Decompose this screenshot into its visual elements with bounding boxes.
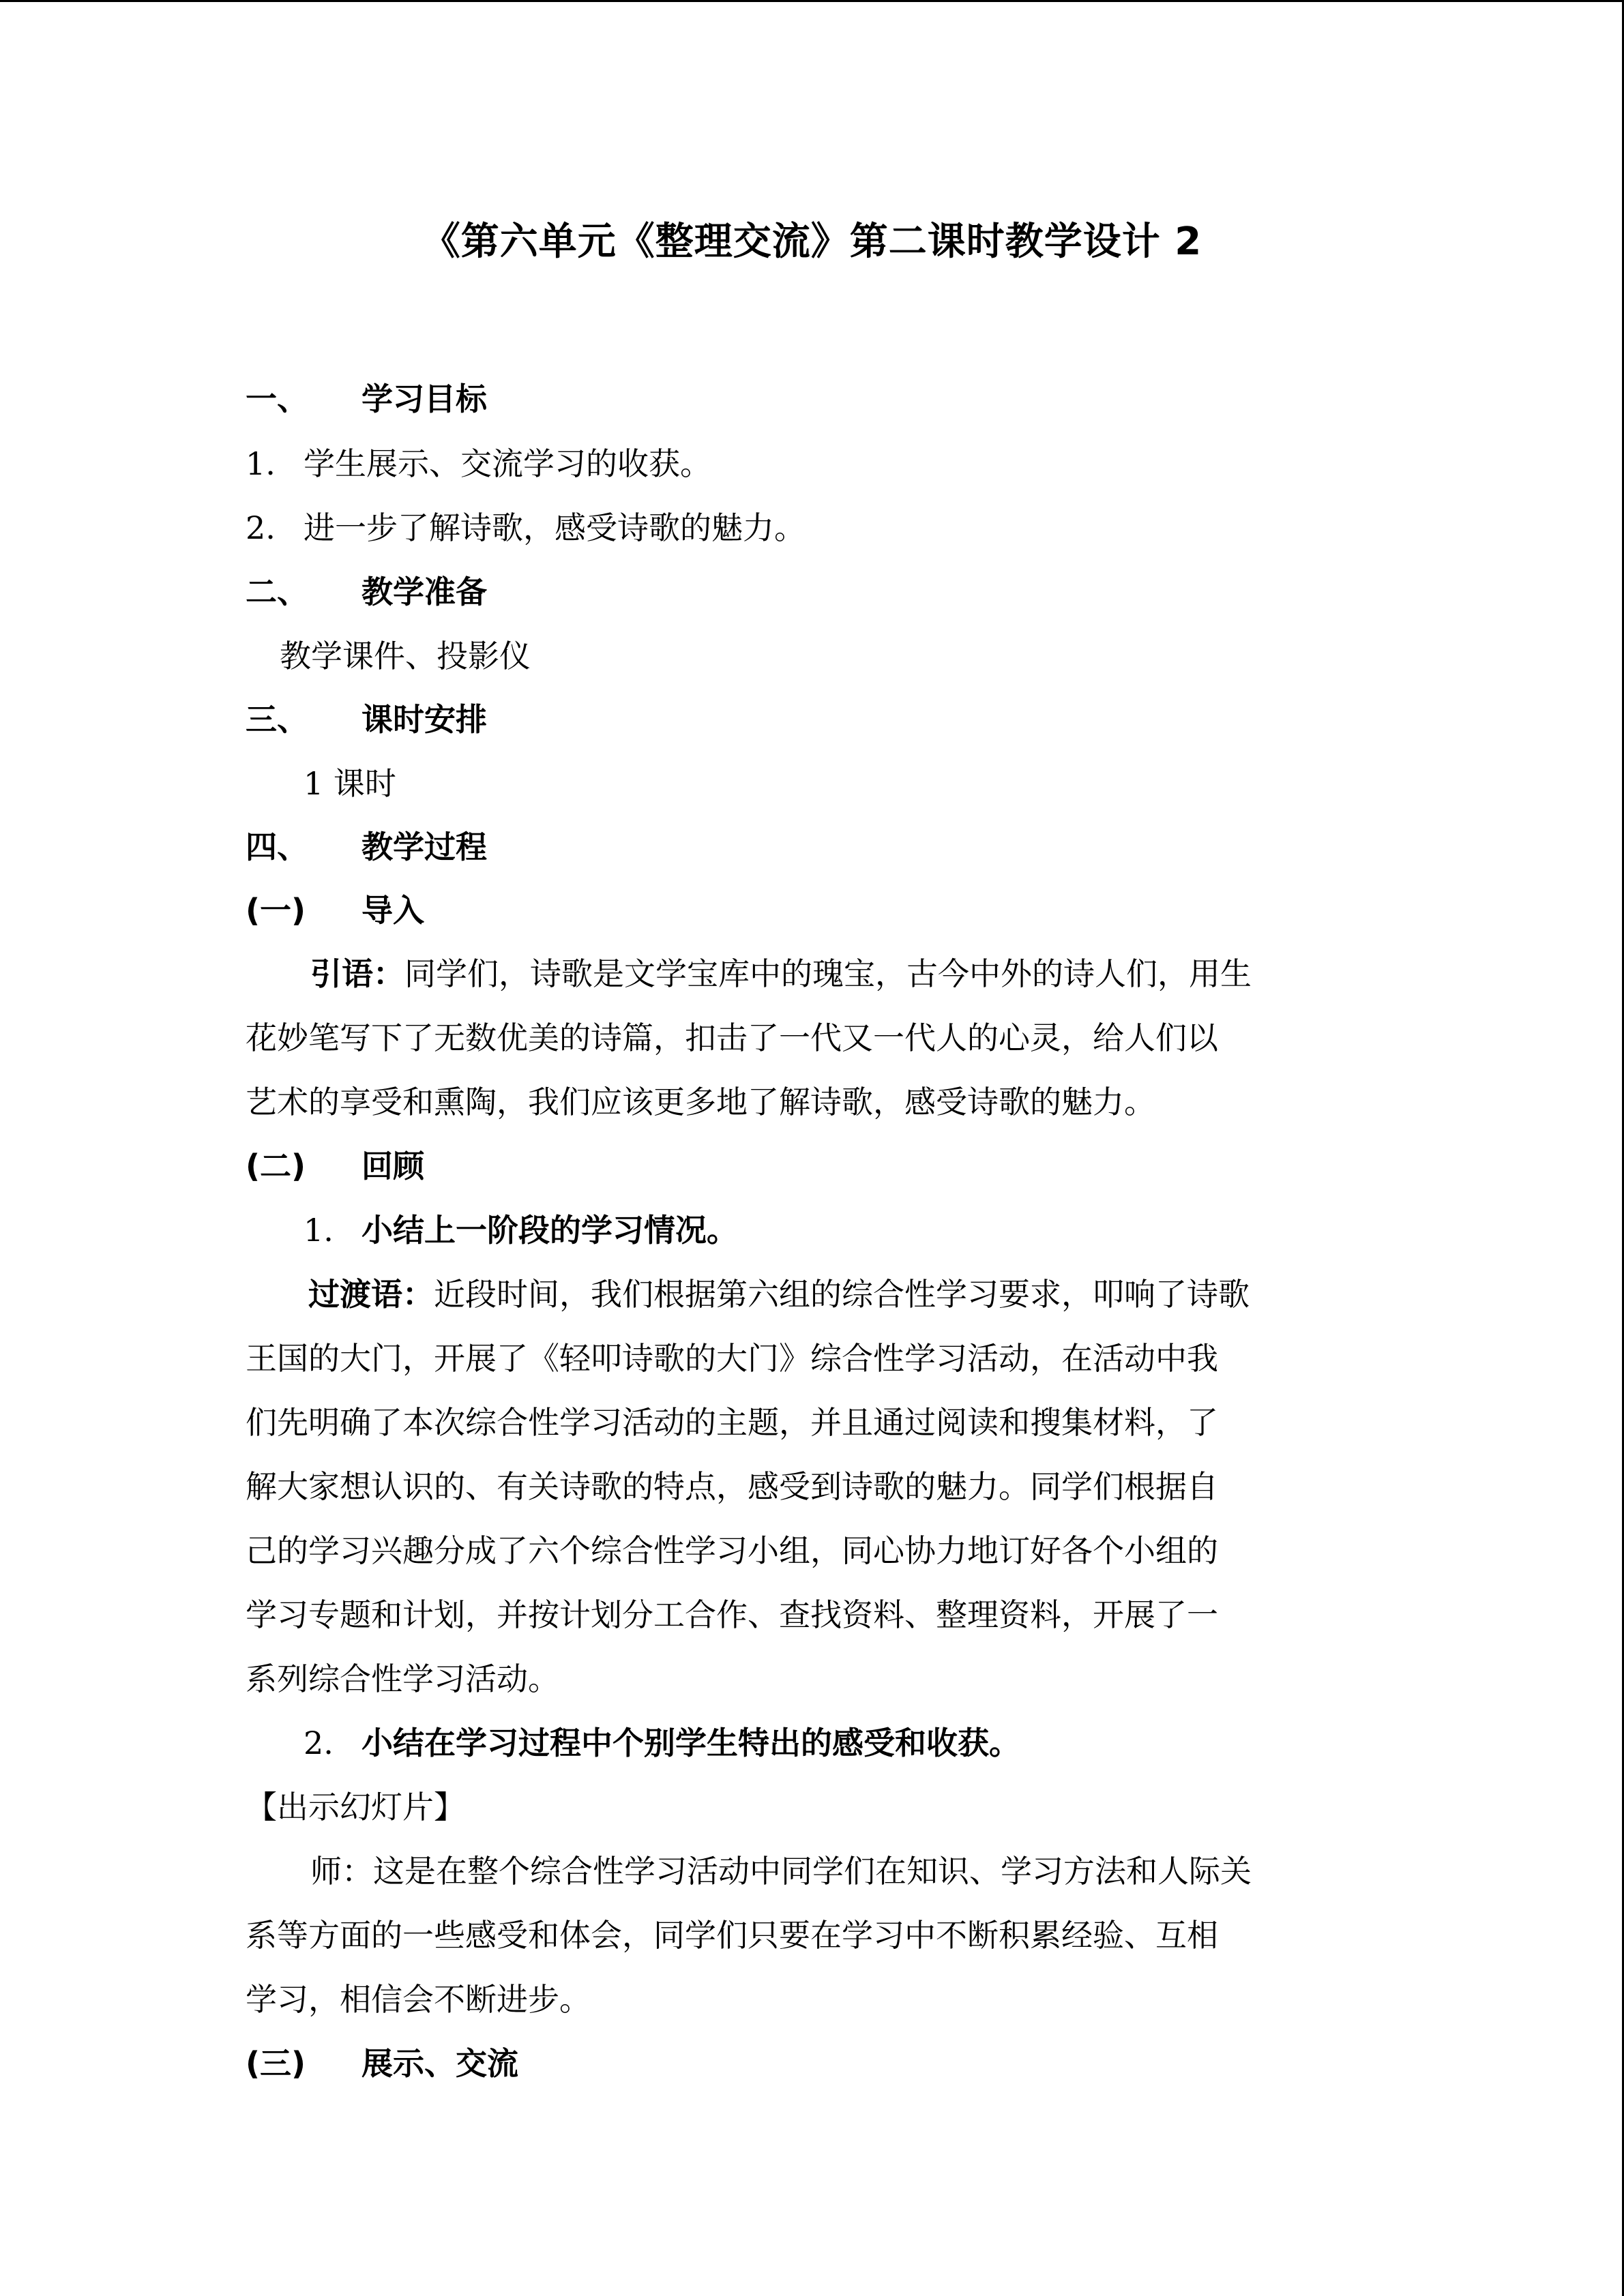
slide-note: 【出示幻灯片】: [246, 1789, 465, 1825]
subsection-title: 回顾: [361, 1148, 424, 1184]
subsection-3-heading: [246, 2043, 518, 2084]
teacher-line: 系等方面的一些感受和体会，同学们只要在学习中不断积累经验、互相: [246, 1917, 1218, 1954]
subsection-number: (二): [246, 1148, 306, 1184]
transition-text: 近段时间，我们根据第六组的综合性学习要求，叩响了诗歌: [434, 1276, 1250, 1313]
section-number: 三、: [246, 701, 308, 738]
subsection-number: (一): [246, 892, 306, 929]
section-3-text: 1 课时: [304, 765, 396, 802]
item-text: 小结上一阶段的学习情况。: [361, 1212, 738, 1249]
section-2-text: 教学课件、投影仪: [280, 638, 531, 674]
item-text: 学生展示、交流学习的收获。: [304, 445, 711, 482]
subsection-2-heading: [246, 1146, 424, 1187]
section-title: 教学过程: [361, 829, 487, 865]
section-1-heading: [246, 378, 487, 419]
section-number: 四、: [246, 829, 308, 865]
subsection-title: 导入: [361, 892, 424, 929]
list-item: [246, 443, 711, 484]
transition-line: 学习专题和计划，并按计划分工合作、查找资料、整理资料，开展了一: [246, 1596, 1218, 1633]
section-2-heading: [246, 571, 487, 612]
section-title: 学习目标: [361, 381, 487, 417]
subsection-title: 展示、交流: [361, 2045, 518, 2082]
section-title: 课时安排: [361, 701, 487, 738]
section-4-heading: [246, 826, 487, 867]
intro-line: 艺术的享受和熏陶，我们应该更多地了解诗歌，感受诗歌的魅力。: [246, 1084, 1155, 1120]
transition-line: 王国的大门，开展了《轻叩诗歌的大门》综合性学习活动，在活动中我: [246, 1340, 1218, 1377]
section-title: 教学准备: [361, 573, 487, 610]
section-3-heading: [246, 699, 487, 740]
item-text: 进一步了解诗歌，感受诗歌的魅力。: [304, 509, 806, 546]
teacher-line: 师：这是在整个综合性学习活动中同学们在知识、学习方法和人际关: [310, 1853, 1252, 1890]
transition-line: [308, 1274, 1250, 1315]
review-item: [304, 1723, 1020, 1763]
item-number: 2.: [246, 509, 276, 546]
transition-line: 系列综合性学习活动。: [246, 1660, 559, 1697]
transition-label: 过渡语：: [308, 1276, 434, 1313]
teacher-line: 学习，相信会不断进步。: [246, 1981, 591, 2018]
transition-line: 们先明确了本次综合性学习活动的主题，并且通过阅读和搜集材料，了: [246, 1404, 1218, 1441]
intro-line: 花妙笔写下了无数优美的诗篇，扣击了一代又一代人的心灵，给人们以: [246, 1019, 1218, 1056]
item-number: 1.: [246, 445, 276, 482]
transition-line: 解大家想认识的、有关诗歌的特点，感受到诗歌的魅力。同学们根据自: [246, 1468, 1218, 1505]
document-title: 《第六单元《整理交流》第二课时教学设计 2: [422, 220, 1202, 264]
transition-line: 己的学习兴趣分成了六个综合性学习小组，同心协力地订好各个小组的: [246, 1532, 1218, 1569]
intro-line: [310, 953, 1252, 994]
item-number: 2.: [304, 1725, 334, 1761]
review-item: [304, 1210, 738, 1251]
item-text: 小结在学习过程中个别学生特出的感受和收获。: [361, 1725, 1020, 1761]
subsection-number: (三): [246, 2045, 306, 2082]
top-border: [0, 0, 1624, 2]
item-number: 1.: [304, 1212, 334, 1249]
subsection-1-heading: [246, 890, 424, 931]
section-number: 二、: [246, 573, 308, 610]
intro-label: 引语：: [310, 955, 404, 992]
list-item: [246, 507, 806, 548]
section-number: 一、: [246, 381, 308, 417]
intro-text: 同学们，诗歌是文学宝库中的瑰宝，古今中外的诗人们，用生: [404, 955, 1252, 992]
